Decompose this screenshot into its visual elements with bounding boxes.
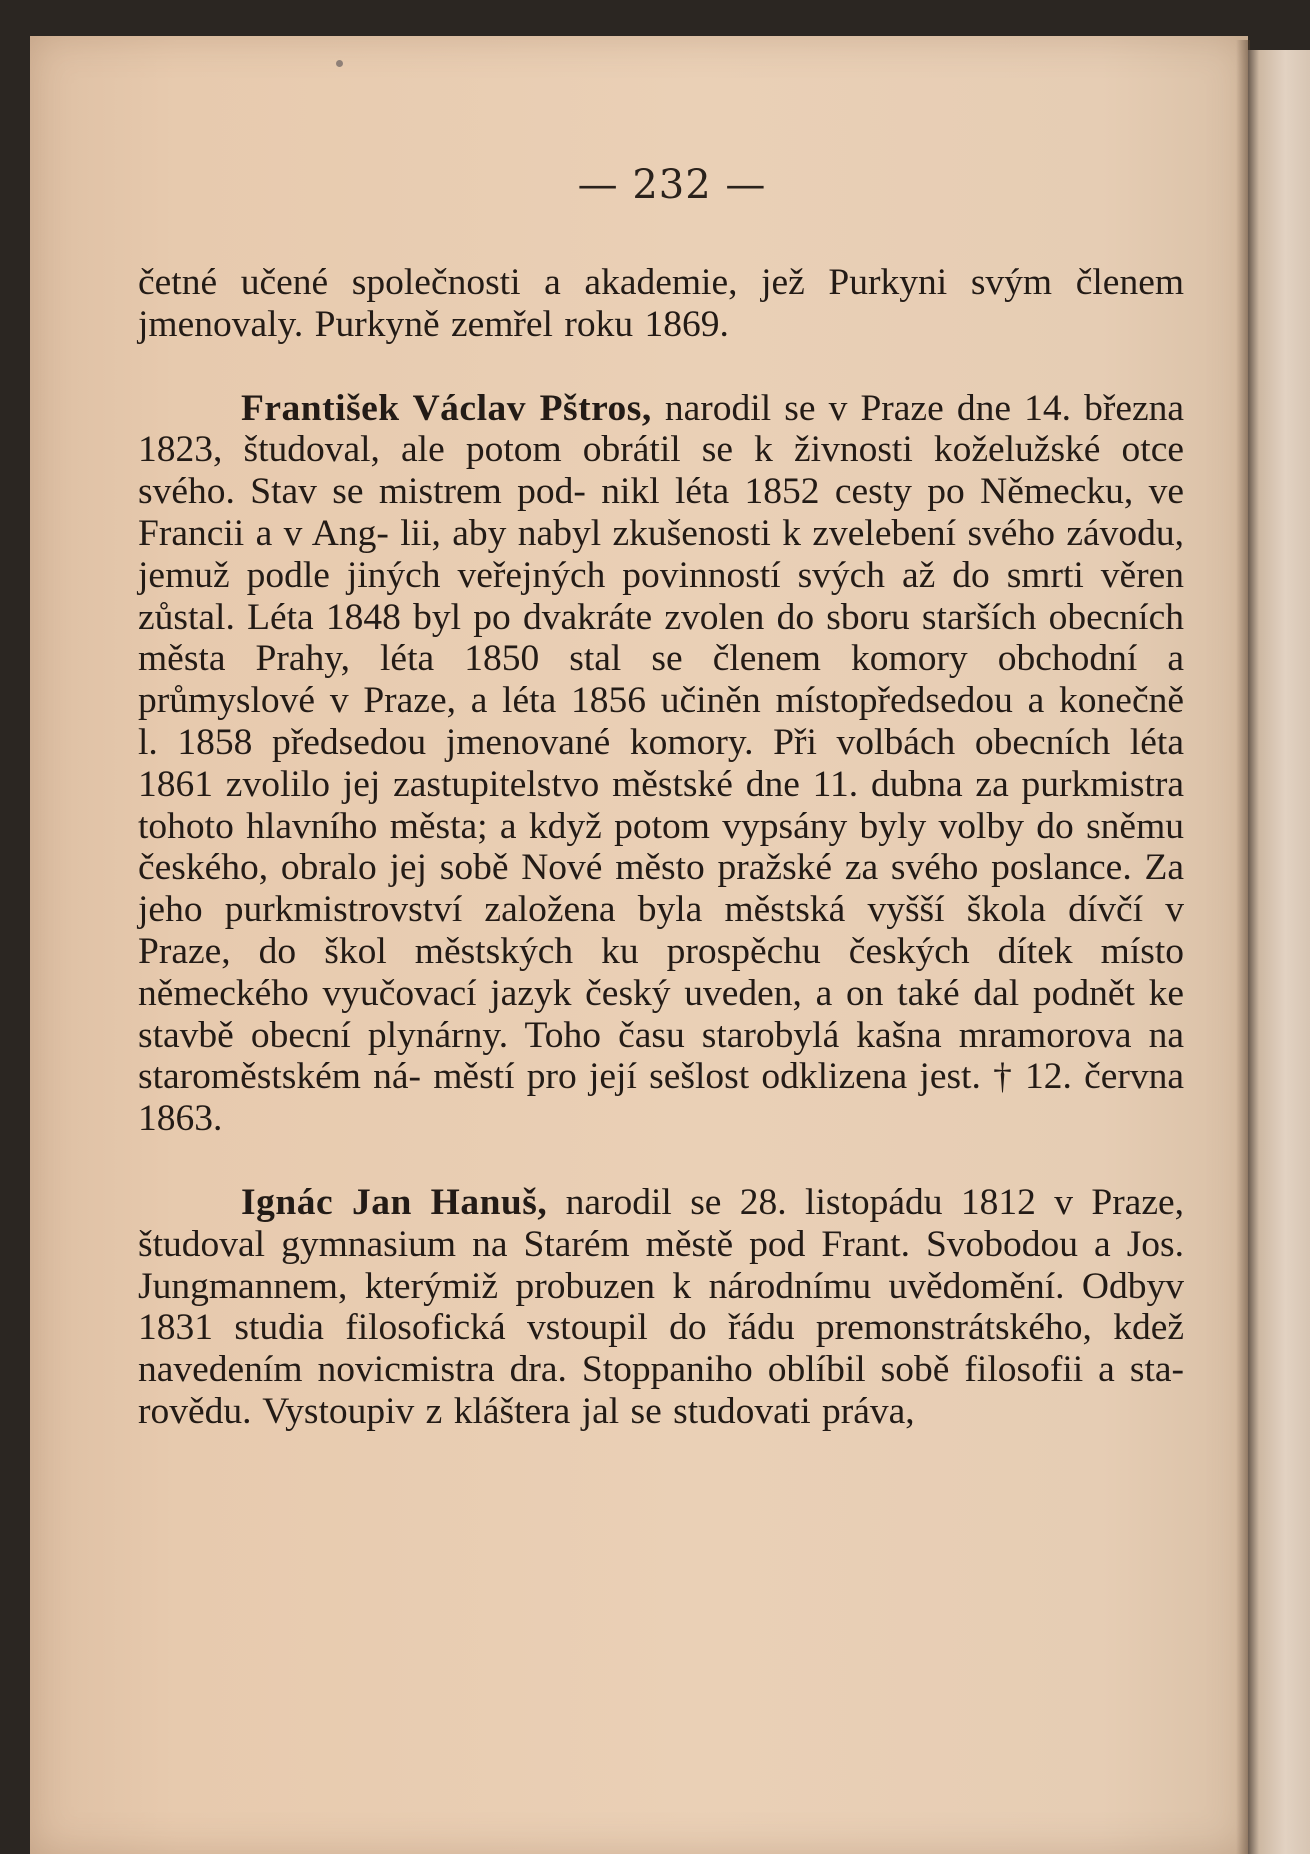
text-line: dubna za purkmistra tohoto hlavního města; a když: [138, 763, 1184, 847]
text-line: dne 14. března 1823, študoval, ale potom obrátil se k: [138, 387, 1185, 471]
text-line: četné učené společnosti a akademie, jež Purkyni svým: [138, 262, 1053, 303]
text-line: živnosti koželužské otce svého. Stav se mistrem pod-: [138, 429, 1185, 513]
adjacent-page-edge: [1248, 50, 1310, 1854]
paragraph-hanus: [138, 1182, 1184, 1433]
text-line: jeho purkmistrovství založena byla městská vyšší škola: [138, 889, 1046, 931]
paragraph-pstros: [138, 388, 1184, 1140]
text-line: a on také dal podnět ke stavbě obecní plynárny. Toho: [138, 972, 1185, 1056]
text-line: rovědu. Vystoupiv z kláštera jal se studovati práva,: [138, 1390, 915, 1432]
text-line: smrti věren zůstal. Léta 1848 byl po dvakráte zvolen: [138, 554, 1185, 638]
paragraph-gap: [138, 346, 1184, 388]
page-number: — 232 —: [577, 162, 767, 208]
text-line: narodil se v Praze: [651, 387, 944, 429]
paper-speck: [336, 60, 343, 67]
text-line: předsedou jmenované komory. Při volbách obecních: [272, 721, 1111, 763]
text-line: narodil se 28. listopádu 1812: [547, 1181, 1036, 1223]
text-line: jemuž podle jiných veřejných povinností svých až do: [138, 554, 990, 596]
text-line: v Praze, študoval gymnasium na Starém městě pod: [138, 1181, 1184, 1265]
text-line: a léta 1856 učiněn místopředsedou a konečně l. 1858: [138, 680, 1184, 763]
text-line: vstoupil do řádu premonstrátského, kdež navedením: [138, 1307, 1184, 1391]
body-text: [138, 262, 1184, 1433]
text-line: léta 1861 zvolilo jej zastupitelstvo městské dne 11.: [138, 721, 1184, 805]
text-line: k národnímu uvědomění. Odbyv 1831 studia filosofická: [138, 1265, 1184, 1349]
text-line: potom vypsány byly volby do sněmu českého, obralo: [138, 805, 1184, 889]
text-line: dítek místo německého vyučovací jazyk český uveden,: [138, 930, 1185, 1014]
text-line: městí pro její sešlost odklizena jest. † 12. června 1863.: [138, 1056, 1184, 1140]
text-line: do sboru starších obecních města Prahy, léta 1850: [138, 596, 1184, 680]
text-line: času starobylá kašna mramorova na staroměstském ná-: [138, 1014, 1185, 1098]
paragraph-purkyne-ending: [138, 262, 1184, 346]
text-line: novicmistra dra. Stoppaniho oblíbil sobě filosofii a sta-: [317, 1349, 1184, 1391]
text-line: dívčí v Praze, do škol městských ku prospěchu českých: [138, 889, 1185, 972]
text-line: nikl léta 1852 cesty po Německu, ve Francii a v Ang-: [138, 471, 1184, 554]
text-line: jej sobě Nové město pražské za svého poslance. Za: [389, 847, 1185, 889]
text-line: lii, aby nabyl zkušenosti k zvelebení svého závodu,: [400, 512, 1185, 554]
text-line: stal se členem komory obchodní a průmyslové v Praze,: [138, 638, 1184, 722]
text-line: Frant. Svobodou a Jos. Jungmannem, kterýmiž probuzen: [138, 1223, 1184, 1307]
paragraph-gap: [138, 1140, 1184, 1182]
text-line: členem jmenovaly. Purkyně zemřel roku 1869.: [138, 262, 1185, 345]
biography-name: Ignác Jan Hanuš,: [241, 1181, 548, 1223]
biography-name: František Václav Pštros,: [241, 387, 652, 429]
